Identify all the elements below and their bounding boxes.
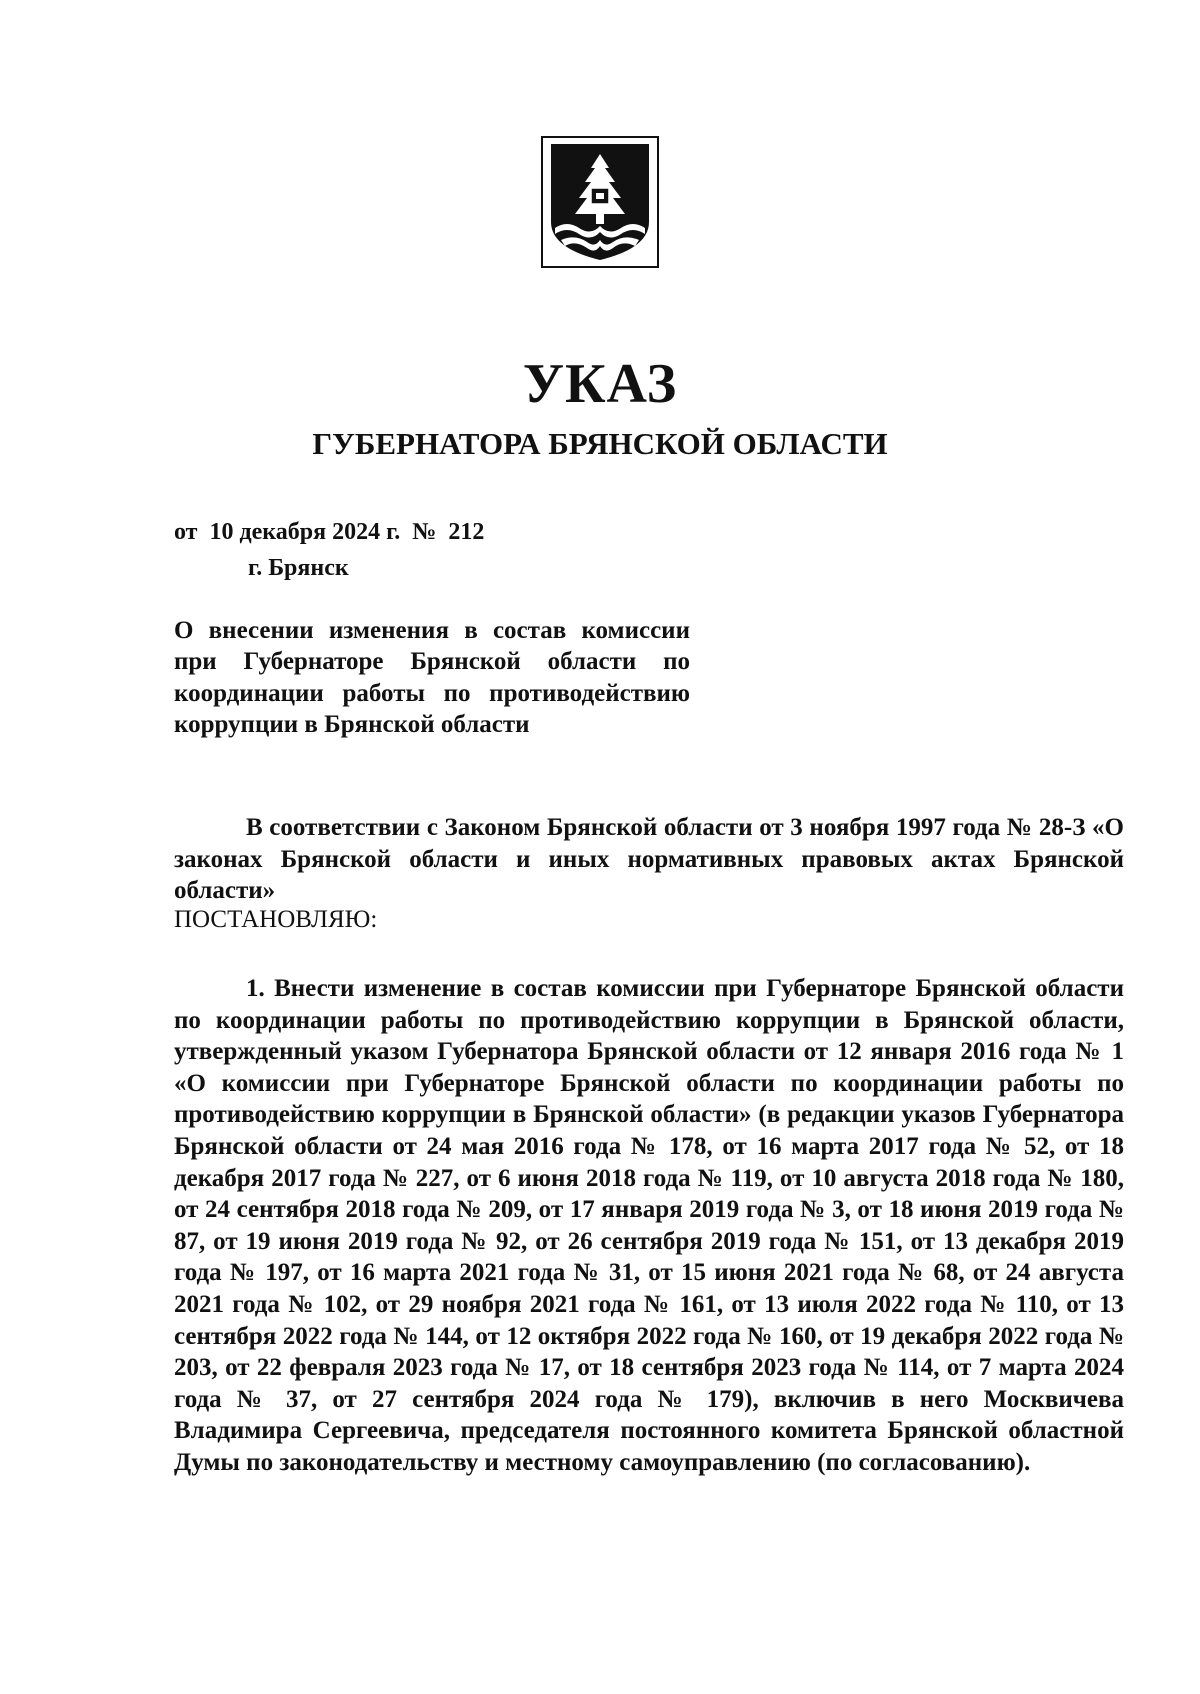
document-subtitle: ГУБЕРНАТОРА БРЯНСКОЙ ОБЛАСТИ [312,426,888,461]
item-1-paragraph: 1. Внести изменение в состав комиссии при Губернаторе Брянской области по координации работы по противодействию коррупции в Брянской области, утвержденный указом Губернатора Брянской области от 12 января 2016 года № 1 «О комиссии при Губернаторе Брянской области по координации работы по противодействию коррупции в Брянской области» (в редакции указов Губернатора Брянской области от 24 мая 2016 года № 178, от 16 марта 2017 года № 52, от 18 декабря 2017 года № 227, от 6 июня 2018 года № 119, от 10 августа 2018 года № 180, от 24 сентября 2018 года № 209, от 17 января 2019 года № 3, от 18 июня 2019 года № 87, от 19 июня 2019 года № 92, от 26 сентября 2019 года № 151, от 13 декабря 2019 года № 197, от 16 марта 2021 года № 31, от 15 июня 2021 года № 68, от 24 августа 2021 года № 102, от 29 ноября 2021 года № 161, от 13 июля 2022 года № 110, от 13 сентября 2022 года № 144, от 12 октября 2022 года № 160, от 19 декабря 2022 года № 203, от 22 февраля 2023 года № 17, от 18 сентября 2023 года № 114, от 7 марта 2024 года № 37, от 27 сентября 2024 года № 179), включив в него Москвичева Владимира Сергеевича, председателя постоянного комитета Брянской областной Думы по законодательству и местному самоуправлению (по согласованию). [174,975,1124,1476]
number-sign: № [412,519,437,545]
document-city: г. Брянск [248,555,349,581]
document-date: 10 декабря 2024 г. [209,519,401,545]
document-title: УКАЗ [522,353,678,415]
document-subject: О внесении изменения в состав комиссии при Губернаторе Брянской области по координации работы по противодействию коррупции в Брянской области [174,617,690,738]
decree-word: ПОСТАНОВЛЯЮ: [174,906,378,933]
date-prefix: от [174,519,198,545]
document-number: 212 [448,519,485,545]
document-date-line [174,520,490,544]
bryansk-coat-of-arms-icon [541,136,659,268]
preamble-paragraph: В соответствии с Законом Брянской области от 3 ноября 1997 года № 28-З «О законах Брянской области и иных нормативных правовых актах Брянской области» [174,814,1124,905]
